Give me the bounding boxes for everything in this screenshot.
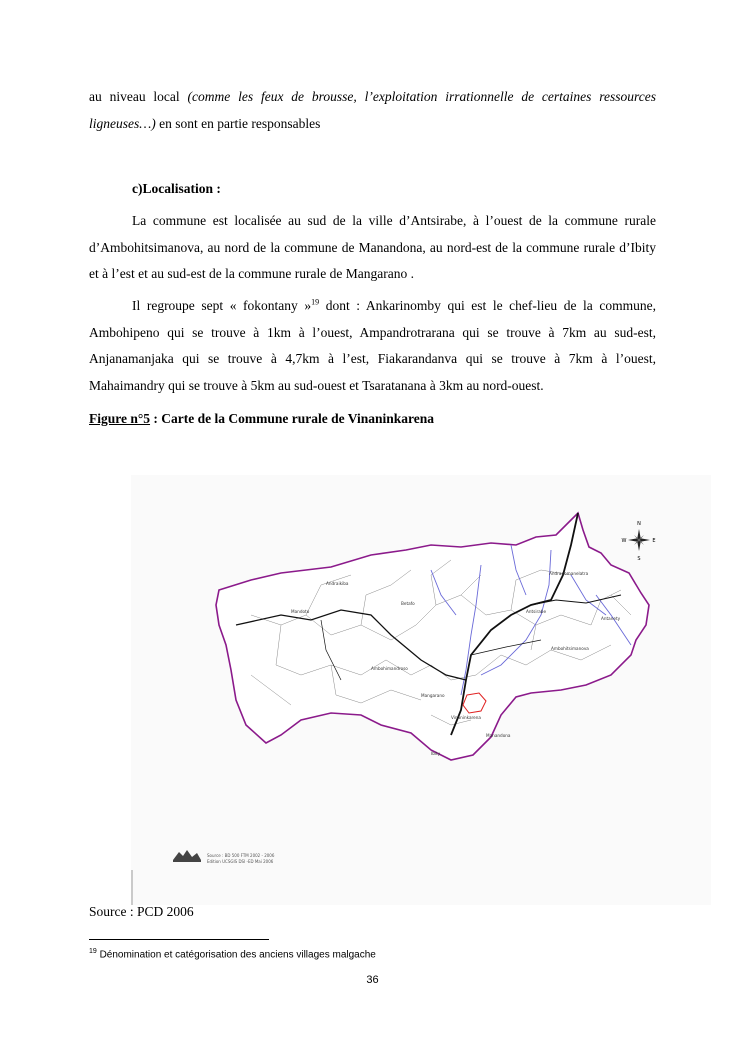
figure-title	[89, 411, 434, 427]
label-mandoto: Mandoto	[291, 609, 310, 614]
label-vinaninkarena: Vinaninkarena	[451, 715, 481, 720]
paragraph-intro	[89, 84, 656, 137]
intro-italic-examples: (comme les feux de brousse, l’exploitation irrationnelle de certaines ressources ligneuses…)	[89, 89, 656, 131]
fokontany-text-end: dont : Ankarinomby qui est le chef-lieu de la commune, Ambohipeno qui se trouve à 1km à l’ouest, Ampandrotrarana qui se trouve à 7km au sud-est, Anjanamanjaka qui se trouve à 4,7km à l’est, Fiakarandanva qui se trouve à 7km à l’ouest, Mahaimandry qui se trouve à 5km au sud-ouest et Tsaratanana à 3km au nord-ouest.	[89, 298, 656, 393]
compass-north: N	[637, 521, 641, 527]
paragraph-localisation: La commune est localisée au sud de la ville d’Antsirabe, à l’ouest de la commune rurale d’Ambohitsimanova, au nord de la commune de Manandona, au nord-est de la commune rurale d’Ibity et à l’est et au sud-est de la commune rurale de Mangarano .	[89, 213, 656, 281]
label-ibity: Ibity	[431, 751, 441, 756]
label-ambohimandroso: Ambohimandroso	[371, 666, 408, 671]
label-antanety: Antanety	[601, 616, 621, 621]
intro-text-start: au niveau local	[89, 89, 188, 104]
compass-south: S	[637, 556, 641, 562]
footnote-text: Dénomination et catégorisation des anciens villages malgache	[96, 949, 376, 961]
map-caption-line1: Source : BD 500 FTM 2002 - 2006	[207, 853, 275, 858]
page-number: 36	[366, 974, 379, 986]
footnote	[89, 948, 376, 960]
label-andranomanelatra: Andranomanelatra	[549, 571, 589, 576]
figure-label: Figure n°5	[89, 411, 151, 426]
figure-caption: : Carte de la Commune rurale de Vinaninkarena	[150, 411, 435, 426]
label-antsirabe: Antsirabe	[526, 609, 547, 614]
map-caption-line2: Edition UCSGIS DSI -ED Mai 2006	[207, 859, 274, 864]
label-andraikiba: Andraikiba	[326, 581, 349, 586]
footnote-divider	[89, 939, 269, 940]
label-manandona: Manandona	[486, 733, 511, 738]
label-betafo: Betafo	[401, 601, 415, 606]
intro-text-end: en sont en partie responsables	[155, 115, 321, 131]
label-mangarano: Mangarano	[421, 693, 445, 698]
footnote-ref[interactable]: 19	[311, 297, 320, 307]
section-heading: c)Localisation :	[132, 181, 221, 196]
compass-west: W	[621, 538, 627, 544]
commune-map	[131, 475, 711, 905]
label-ambohitsimanova: Ambohitsimanova	[551, 646, 589, 651]
map-svg	[131, 475, 711, 905]
figure-source: Source : PCD 2006	[89, 904, 194, 919]
paragraph-fokontany	[89, 293, 656, 399]
footnote-number: 19	[89, 948, 97, 955]
compass-east: E	[652, 538, 656, 544]
fokontany-text-start: Il regroupe sept « fokontany »	[132, 298, 312, 313]
